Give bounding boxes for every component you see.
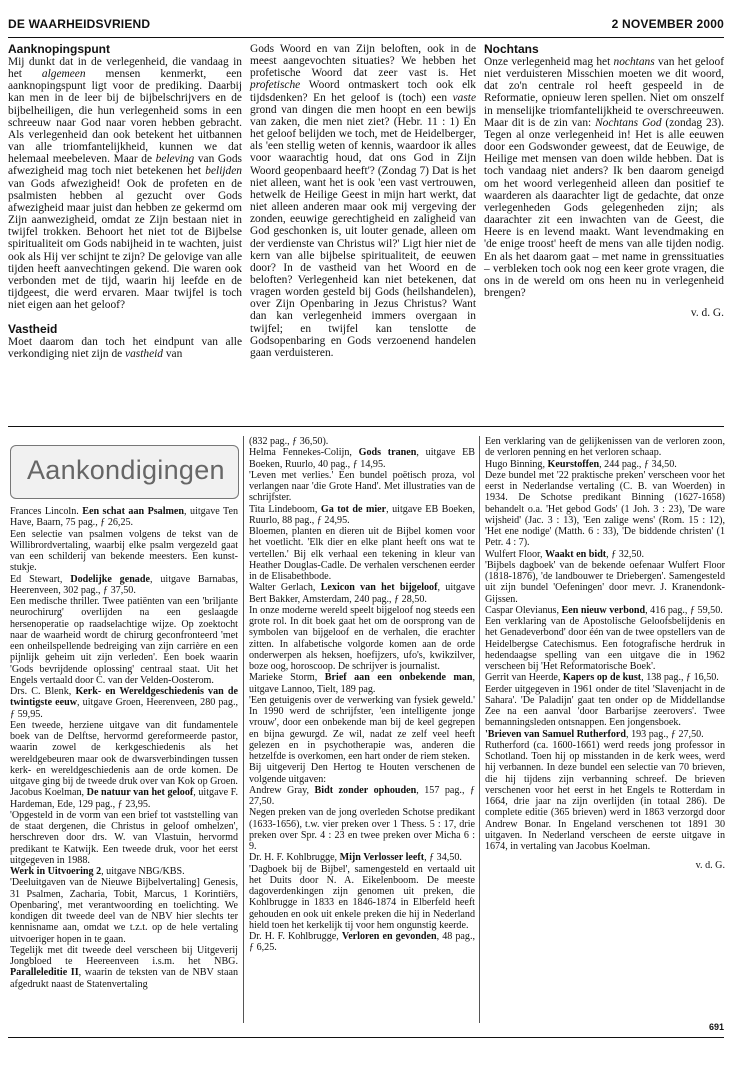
announcement-text: Eerder uitgegeven in 1961 onder de titel 'Slavenjacht in de Sahara'. 'De Paladijn' gaat ten onder op de Middellandse Zee na een aanval 'door Barbarijse zeerovers'. Twee bemanningsleden ontsnappen. Een jongensboek. — [485, 683, 725, 729]
announcement-entry: Dr. H. F. Kohlbrugge, Verloren en gevonden, 48 pag., ƒ 6,25. — [249, 931, 475, 954]
announcements-title: Aankondigingen — [27, 455, 225, 485]
announcement-entry: Wulfert Floor, Waakt en bidt, ƒ 32,50. — [485, 548, 645, 560]
announcements-signature: v. d. G. — [695, 860, 725, 872]
announcement-text: Een verklaring van de gelijkenissen van de verloren zoon, de verloren penning en het verloren schaap. — [485, 436, 725, 459]
author-signature: v. d. G. — [690, 307, 724, 320]
article-column-2 — [250, 43, 476, 359]
section-heading-aanknopingspunt: Aanknopingspunt — [8, 42, 110, 56]
announcement-text: Deze bundel met '22 praktische preken' verscheen voor het eerst in Nederlandse vertaling (C. B. van Woerden) in 1934. De Schotse predikant Binning (1627-1658) behandelt o.a. 'Het gebod Gods' (1 Joh. 3 : 23), 'De ware wijsheid' (Jac. 3 : 13), 'Een zalige wens' (Rom. 15 : 12), 'Het ene nodige' (Matth. 6 : 33), 'De biddende christen' (1 Petr. 4 : 7). — [485, 469, 725, 549]
announcement-entry: Drs. C. Blenk, Kerk- en Wereldgeschiedenis van de twintigste eeuw, uitgave Groen, Heerenveen, 280 pag., ƒ 59,95. — [10, 686, 239, 720]
announcement-text: 'Opgesteld in de vorm van een brief tot vaststelling van de staat dergenen, die Christus in geloof omhelzen', herschreven door drs. W. van Vlastuin, hervormd predikant te Katwijk. Een tweede druk, voor het eerst uitgegeven in 1988. — [10, 809, 238, 866]
article-paragraph: Gods Woord en van Zijn beloften, ook in de meest aangevochten situaties? We hebben het profetische Woord dat zeer vast is. Het profetische Woord ontmaskert toch ook elk tijdsdenken? En het geloof is (toch) een vaste grond van dingen die men hoopt en een bewijs van zaken, die men niet ziet? (Hebr. 11 : 1) En het geloof belijden we toch, met de Heidelberger, als 'een stellig weten of kennis, waardoor ik alles voor waarachtig houd, dat ons God in Zijn Woord geopenbaard heeft'? (Zondag 7) Dat is het niet alleen, want het is ook 'een vast vertrouwen, hetwelk de Heilige Geest in mijn hart werkt, dat niet alleen anderen maar ook mij vergeving der zonden, eeuwige gerechtigheid en zaligheid van God geschonken is, uit louter genade, alleen om der verdienste van Christus wil?' Ligt hier niet de kern van alle bijbelse spiritualiteit, de eeuwen door? In de vastheid van het Woord en de beloften? Verlegenheid kan niet betekenen, dat vragen worden gesteld bij Gods (heilshandelen), over Zijn Openbaring in Jezus Christus? Want dan kan verlegenheid immers overgaan in twijfel; en twijfel kan tenslotte de Godsopenbaring en Gods verzoenend handelen gaan verduisteren. — [250, 43, 476, 359]
section-heading-vastheid: Vastheid — [8, 322, 58, 337]
announcements-column-2 — [249, 436, 475, 954]
publication-title: DE WAARHEIDSVRIEND — [8, 17, 151, 31]
article-paragraph: Moet daarom dan toch het eindpunt van alle verkondiging niet zijn de vastheid van — [8, 336, 242, 361]
announcement-entry: Ed Stewart, Dodelijke genade, uitgave Barnabas, Heerenveen, 302 pag., ƒ 37,50. — [10, 573, 238, 596]
announcement-entry: 'Brieven van Samuel Rutherford, 193 pag., ƒ 27,50. — [485, 728, 704, 740]
announcement-text: Negen preken van de jong overleden Schotse predikant (1633-1656), t.w. vier preken over 1 Thess. 5 : 17, drie preken over Spr. 4 : 23 en twee preken over Micha 6 : 9. — [249, 807, 475, 852]
announcement-text: 'Leven met verlies.' Een bundel poëtisch proza, vol verlangen naar 'die Grote Hand'. Met illustraties van de schrijfster. — [249, 469, 475, 504]
announcement-text: Een tweede, herziene uitgave van dit fundamentele boek van de Delftse, hervormd gereformeerde pastor, waarin zowel de kerkgeschiedenis als het wereldgebeuren maar ook de dwarsverbindingen tussen kerk- en wereldgeschiedenis aan de orde komen. De uitgave ging bij de tweede druk over van Kok op Groen. — [10, 719, 238, 787]
announcement-entry: Hugo Binning, Keurstoffen, 244 pag., ƒ 34,50. — [485, 458, 677, 470]
announcement-text: (832 pag., ƒ 36,50). — [249, 436, 329, 447]
article-paragraph: Onze verlegenheid mag het nochtans van het geloof niet verduisteren Misschien moeten we dit woord, dat zo'n centrale rol heeft gespeeld in de Reformatie, opnieuw leren spellen. Niet om onszelf in menselijke triomfantelijkheid te overschreeuwen. Maar dit is de zin van: Nochtans God (zondag 23). Tegen al onze verlegenheid in! Het is alle eeuwen door een Godswonder geweest, dat de Eeuwige, de Heilige met mensen van doen wilde hebben. Dat is toch vandaag niet anders? Ik ben daarom geneigd om het woord verlegenheid alleen dan positief te waarderen als daarachter ligt de gedachte, dat onze verlegenheden Gods gelegenheden zijn; als daarachter zit een inwachten van de Geest, die Heere is en levend maakt. Want levendmaking en 'de enige troost' heeft de mens van alle tijden nodig. En als het daarom gaat – met name in grenssituaties – verbleken toch ook nog een keer grote vragen, die ons in de wereld om ons heen nu in verlegenheid brengen? — [484, 56, 725, 299]
announcement-entry: Tegelijk met dit tweede deel verscheen bij Uitgeverij Jongbloed te Heereenveen i.s.m. het NBG. Paralleleditie II, waarin de teksten van de NBV staan afgedrukt naast de Statenvertaling — [10, 944, 238, 990]
column-divider — [243, 436, 244, 1023]
announcements-column-1 — [10, 506, 238, 990]
announcement-text: Een selectie van psalmen volgens de tekst van de Willibrordvertaling, waarbij elke psalm vergezeld gaat van een schilderij van bekende meesters. Een kunst-stukje. — [10, 528, 238, 574]
announcement-text: Bij uitgeverij Den Hertog te Houten verschenen de volgende uitgaven: — [249, 762, 475, 785]
announcement-entry: Werk in Uitvoering 2, uitgave NBG/KBS. — [10, 866, 185, 877]
article-column-3 — [484, 43, 724, 319]
announcement-text: Een medische thriller. Twee patiënten van een 'briljante neurochirurg' overlijden na een geslaagde hersenoperatie op raadselachtige wijze. Op zoektocht naar de waarheid wordt de chirurg geconfronteerd 'met een onheilspellende bedreiging van zijn carrière en een pijnlijk geheim uit zijn verleden'. Een boek waarin 'Gods bevrijdende oplossing' centraal staat. Uit het Engels vertaald door C. van der Velden-Oosterom. — [10, 596, 238, 686]
announcement-text: Een verklaring van de Apostolische Geloofsbelijdenis en het Genadeverbond' door één van de twee opstellers van de Heidelbergse Catechismus. Een fotografische herdruk in hedendaagse spelling van een uitgave die in 1962 verscheen bij 'Het Reformatorische Boek'. — [485, 616, 725, 672]
announcement-entry: Caspar Olevianus, Een nieuw verbond, 416 pag., ƒ 59,50. — [485, 604, 723, 616]
announcement-text: 'Bijbels dagboek' van de bekende oefenaar Wulfert Floor (1818-1876), 'de landbouwer te Driebergen'. Samengesteld uit zijn bundel 'Oefeningen' door mevr. J. Kranendonk-Gijssen. — [485, 559, 725, 605]
issue-date: 2 NOVEMBER 2000 — [611, 17, 724, 31]
announcement-entry: Walter Gerlach, Lexicon van het bijgeloof, uitgave Bert Bakker, Amsterdam, 240 pag., ƒ 28,50. — [249, 582, 475, 605]
announcements-column-3 — [485, 436, 725, 872]
announcement-entry: Tita Lindeboom, Ga tot de mier, uitgave EB Boeken, Ruurlo, 88 pag., ƒ 24,95. — [249, 503, 475, 526]
announcement-entry: Jacobus Koelman, De natuur van het geloof, uitgave F. Hardeman, Ede, 129 pag., ƒ 23,95. — [10, 787, 238, 810]
announcement-entry: Marieke Storm, Brief aan een onbekende man, uitgave Lannoo, Tielt, 189 pag. — [249, 672, 475, 695]
announcement-text: Bloemen, planten en dieren uit de Bijbel komen voor het voetlicht. 'Elk dier en elke plant heeft ons wat te vertellen.' Bij elk verhaal een tekening in kleur van Heather Douglas-Cadle. De verhalen verschenen eerder in de Elisabethbode. — [249, 526, 475, 582]
announcement-entry: Gerrit van Heerde, Kapers op de kust, 138 pag., ƒ 16,50. — [485, 672, 719, 684]
section-divider — [8, 426, 724, 427]
announcement-text: 'Een getuigenis over de verwerking van fysiek geweld.' In 1990 werd de schrijfster, 'een intelligente jonge vrouw', door een onbekende man bij de keel gegrepen en bijna gewurgd. Ze wil, nadat ze zelf veel heeft gelezen en in psychotherapie was, anderen die hetzelfde is overkomen, een hart onder de riem steken. — [249, 694, 475, 762]
article-column-1 — [8, 43, 242, 361]
announcement-entry: Dr. H. F. Kohlbrugge, Mijn Verlosser leeft, ƒ 34,50. — [249, 852, 462, 864]
bottom-rule — [8, 1037, 724, 1038]
announcement-entry: Andrew Gray, Bidt zonder ophouden, 157 pag., ƒ 27,50. — [249, 784, 476, 807]
announcement-entry: Frances Lincoln. Een schat aan Psalmen, uitgave Ten Have, Baarn, 75 pag., ƒ 26,25. — [10, 506, 238, 529]
announcements-title-box — [10, 445, 239, 499]
article-paragraph: Mij dunkt dat in de verlegenheid, die vandaag in het algemeen mensen kenmerkt, een aanknopingspunt ligt voor de prediking. Daarbij kan men in de leer bij de bijbelschrijvers en de bijbelheiligen, die hun verlegenheid soms in een schreeuw naar God naar voren hebben gebracht. Als verlegenheid dan ook betekent het uitbannen van alle triomfantelijkheid, kunnen we dat helemaal meebeleven. Maar de beleving van Gods afwezigheid mag toch niet betekenen het belijden van Gods afwezigheid! Ook de profeten en de psalmisten hebben al gezucht over Gods afwezigheid maar juist dan hebben ze gekermd om Zijn aanwezigheid, omdat ze Zijn bestaan niet in twijfel trokken. Behoort het niet tot de Bijbelse spiritualiteit om Gods nabijheid in te wachten, juist ook als Hij ver schijnt te zijn? De gelovige van alle tijden heeft aanvechtingen gekend. Die waren ook verbonden met de tijd, waarin hij leefde en de tijdgeest, die werd ervaren. Maar twijfel is toch niet eigen aan het geloof? — [8, 56, 242, 312]
announcement-text: 'Dagboek bij de Bijbel', samengesteld en vertaald uit het Duits door N. A. Eikelenboom. De meeste dagoverdenkingen zijn genomen uit preken, die Kohlbrugge in 1833 en 1846-1874 in Elberfeld heeft gehouden en ook uit enkele preken die hij in Nederland hield toen het kerkelijk tij voor hem ongunstig keerde. — [249, 863, 475, 931]
announcement-entry: Helma Fennekes-Colijn, Gods tranen, uitgave EB Boeken, Ruurlo, 40 pag., ƒ 14,95. — [249, 447, 476, 470]
masthead — [8, 15, 724, 38]
page-number: 691 — [708, 1022, 724, 1032]
announcement-text: In onze moderne wereld speelt bijgeloof nog steeds een grote rol. In dit boek gaat het om de oorsprong van de symbolen van bijgeloof en de verhalen, die erachter zitten. In alfabetische volgorde komen aan de orde onderwerpen als heksen, hoefijzers, ufo's, kwikzilver, boze oog, horoscoop. De schrijver is journalist. — [249, 604, 475, 672]
section-heading-nochtans: Nochtans — [484, 42, 539, 56]
announcement-text: Rutherford (ca. 1600-1661) werd reeds jong professor in Schotland. Toen hij op misstanden in de kerk wees, werd hij verbannen. In deze bundel een selectie van 70 brieven, die hij tijdens zijn verbanning schreef. De brieven verschenen voor het eerst in het Engels te Rotterdam in 1664, drie jaar na zijn overlijden (in totaal 286). De complete editie (365 brieven) werd in 1863 verzorgd door Andrew Bonar. In Engeland verschenen tot 1891 30 uitgaven. In Nederland verscheen de eerste uitgave in 1674, in vertaling van Jacobus Koelman. — [485, 739, 725, 852]
announcement-text: 'Deeluitgaven van de Nieuwe Bijbelvertaling] Genesis, 31 Psalmen, Zacharia, Tobit, Marcus, 1 Korintiërs, Openbaring', met verantwoording en toelichting. We kondigen dit tweede deel van de NBV hier slechts ter kennisname aan, omdat we t.z.t. op de hele vertaling uitvoeriger hopen in te gaan. — [10, 877, 238, 945]
column-divider — [479, 436, 480, 1023]
